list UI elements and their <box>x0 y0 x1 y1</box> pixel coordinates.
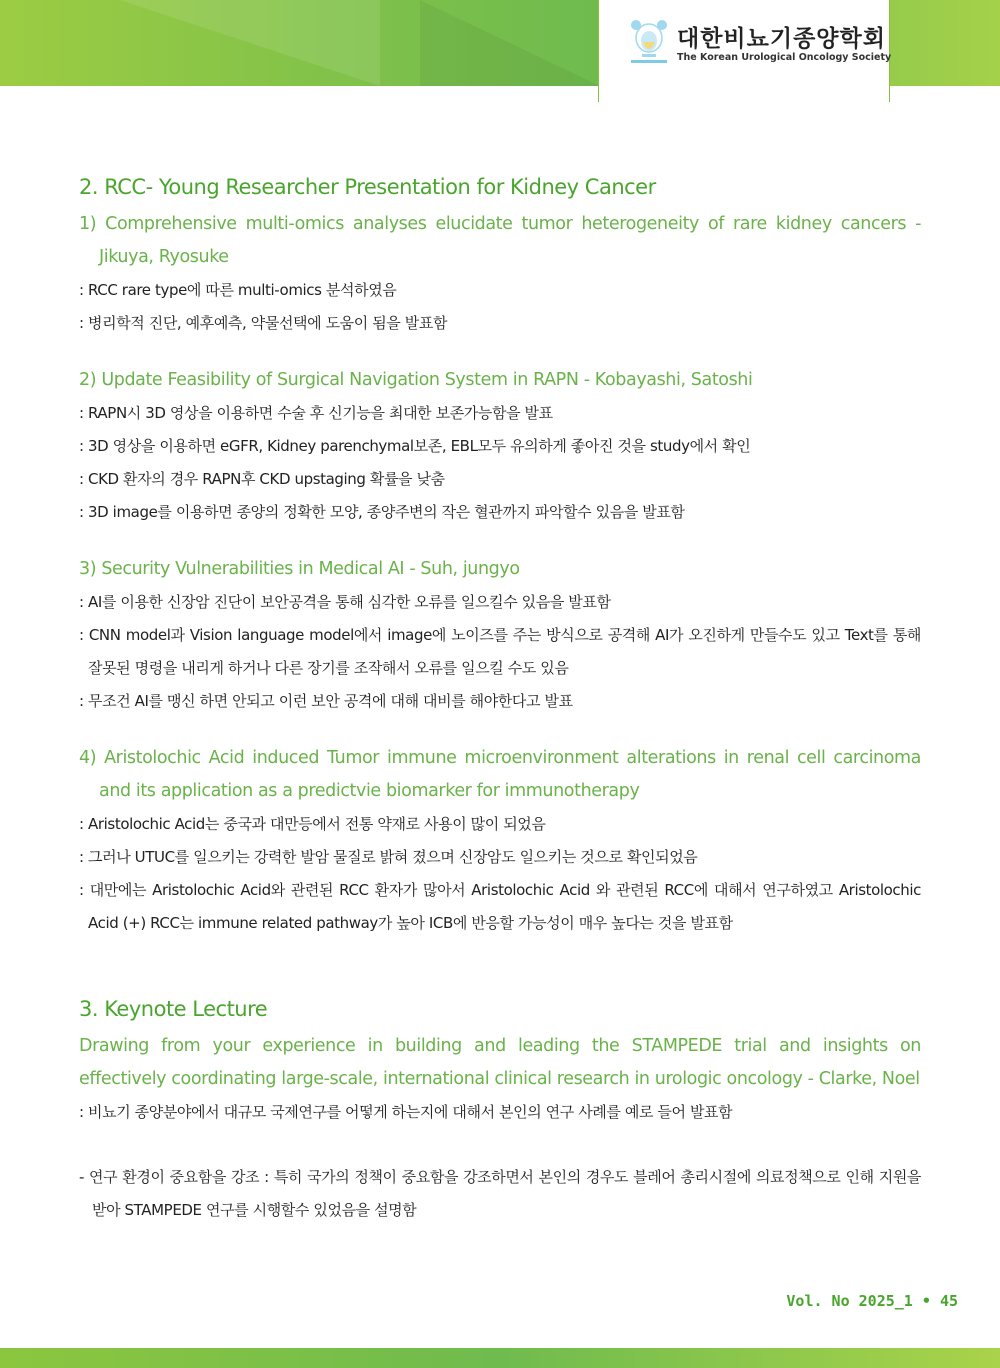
summary-line: : 3D 영상을 이용하면 eGFR, Kidney parenchymal보존, EBL모두 유의하게 좋아진 것을 study에서 확인 <box>79 437 751 455</box>
talk-title: 4) Aristolochic Acid induced Tumor immune microenvironment alterations in renal cell carcinoma and its application as a predictvie biomarker for immunotherapy <box>79 748 921 801</box>
summary-line: : 비뇨기 종양분야에서 대규모 국제연구를 어떻게 하는지에 대해서 본인의 연구 사례를 예로 들어 발표함 <box>79 1103 733 1121</box>
society-logo-box <box>598 0 890 102</box>
issue-label: Vol. No 2025_1 <box>786 1292 913 1310</box>
summary-line: : 그러나 UTUC를 일으키는 강력한 발암 물질로 밝혀 졌으며 신장암도 일으키는 것으로 확인되었음 <box>79 848 698 866</box>
summary-line: : AI를 이용한 신장암 진단이 보안공격을 통해 심각한 오류를 일으킬수 있음을 발표함 <box>79 593 611 611</box>
main-content <box>79 170 921 1227</box>
summary-line: : Aristolochic Acid는 중국과 대만등에서 전통 약재로 사용이 많이 되었음 <box>79 815 546 833</box>
talk-item <box>79 364 921 529</box>
summary-line: - 연구 환경이 중요함을 강조 : 특히 국가의 정책이 중요함을 강조하면서 본인의 경우도 블레어 총리시절에 의료정책으로 인해 지원을 받아 STAMPEDE 연구를 시행할수 있었음을 설명함 <box>79 1168 921 1219</box>
talk-item <box>79 742 921 940</box>
page-number: 45 <box>939 1292 958 1310</box>
page-footer <box>786 1292 958 1310</box>
summary-line: : 무조건 AI를 맹신 하면 안되고 이런 보안 공격에 대해 대비를 해야한다고 발표 <box>79 692 573 710</box>
section-title: 2. RCC- Young Researcher Presentation for Kidney Cancer <box>79 175 656 199</box>
summary-line: : 3D image를 이용하면 종양의 정확한 모양, 종양주변의 작은 혈관까지 파악할수 있음을 발표함 <box>79 503 685 521</box>
society-name-korean: 대한비뇨기종양학회 <box>677 26 886 52</box>
lecture-title: Drawing from your experience in building and leading the STAMPEDE trial and insights on effectively coordinating large-scale, international clinical research in urologic oncology - Clarke, Noel <box>79 1036 921 1089</box>
summary-line: : RCC rare type에 따른 multi-omics 분석하였음 <box>79 281 397 299</box>
talk-title: 2) Update Feasibility of Surgical Navigation System in RAPN - Kobayashi, Satoshi <box>79 370 753 390</box>
summary-line: : RAPN시 3D 영상을 이용하면 수술 후 신기능을 최대한 보존가능함을 발표 <box>79 404 553 422</box>
summary-line: : 대만에는 Aristolochic Acid와 관련된 RCC 환자가 많아서 Aristolochic Acid 와 관련된 RCC에 대해서 연구하였고 Aristolochic Acid (+) RCC는 immune related pathway가 높아 ICB에 반응할 가능성이 매우 높다는 것을 발표함 <box>79 881 921 932</box>
talk-title: 1) Comprehensive multi-omics analyses elucidate tumor heterogeneity of rare kidney cancers - Jikuya, Ryosuke <box>79 214 921 267</box>
talk-title: 3) Security Vulnerabilities in Medical AI - Suh, jungyo <box>79 559 520 579</box>
talk-item <box>79 553 921 718</box>
summary-line: : CNN model과 Vision language model에서 image에 노이즈를 주는 방식으로 공격해 AI가 오진하게 만들수도 있고 Text를 통해 잘못된 명령을 내리게 하거나 다른 장기를 조작해서 오류를 일으킬 수도 있음 <box>79 626 921 677</box>
society-name-english: The Korean Urological Oncology Society <box>677 52 892 63</box>
section-title: 3. Keynote Lecture <box>79 997 268 1021</box>
talk-item <box>79 208 921 340</box>
footer-separator: • <box>921 1292 931 1310</box>
footer-band <box>0 1348 1000 1368</box>
summary-line: : CKD 환자의 경우 RAPN후 CKD upstaging 확률을 낮춤 <box>79 470 445 488</box>
header-band-facet <box>420 0 600 86</box>
summary-line: : 병리학적 진단, 예후예측, 약물선택에 도움이 됨을 발표함 <box>79 314 448 332</box>
society-emblem-icon <box>627 16 671 66</box>
header-band-facet <box>120 0 380 86</box>
